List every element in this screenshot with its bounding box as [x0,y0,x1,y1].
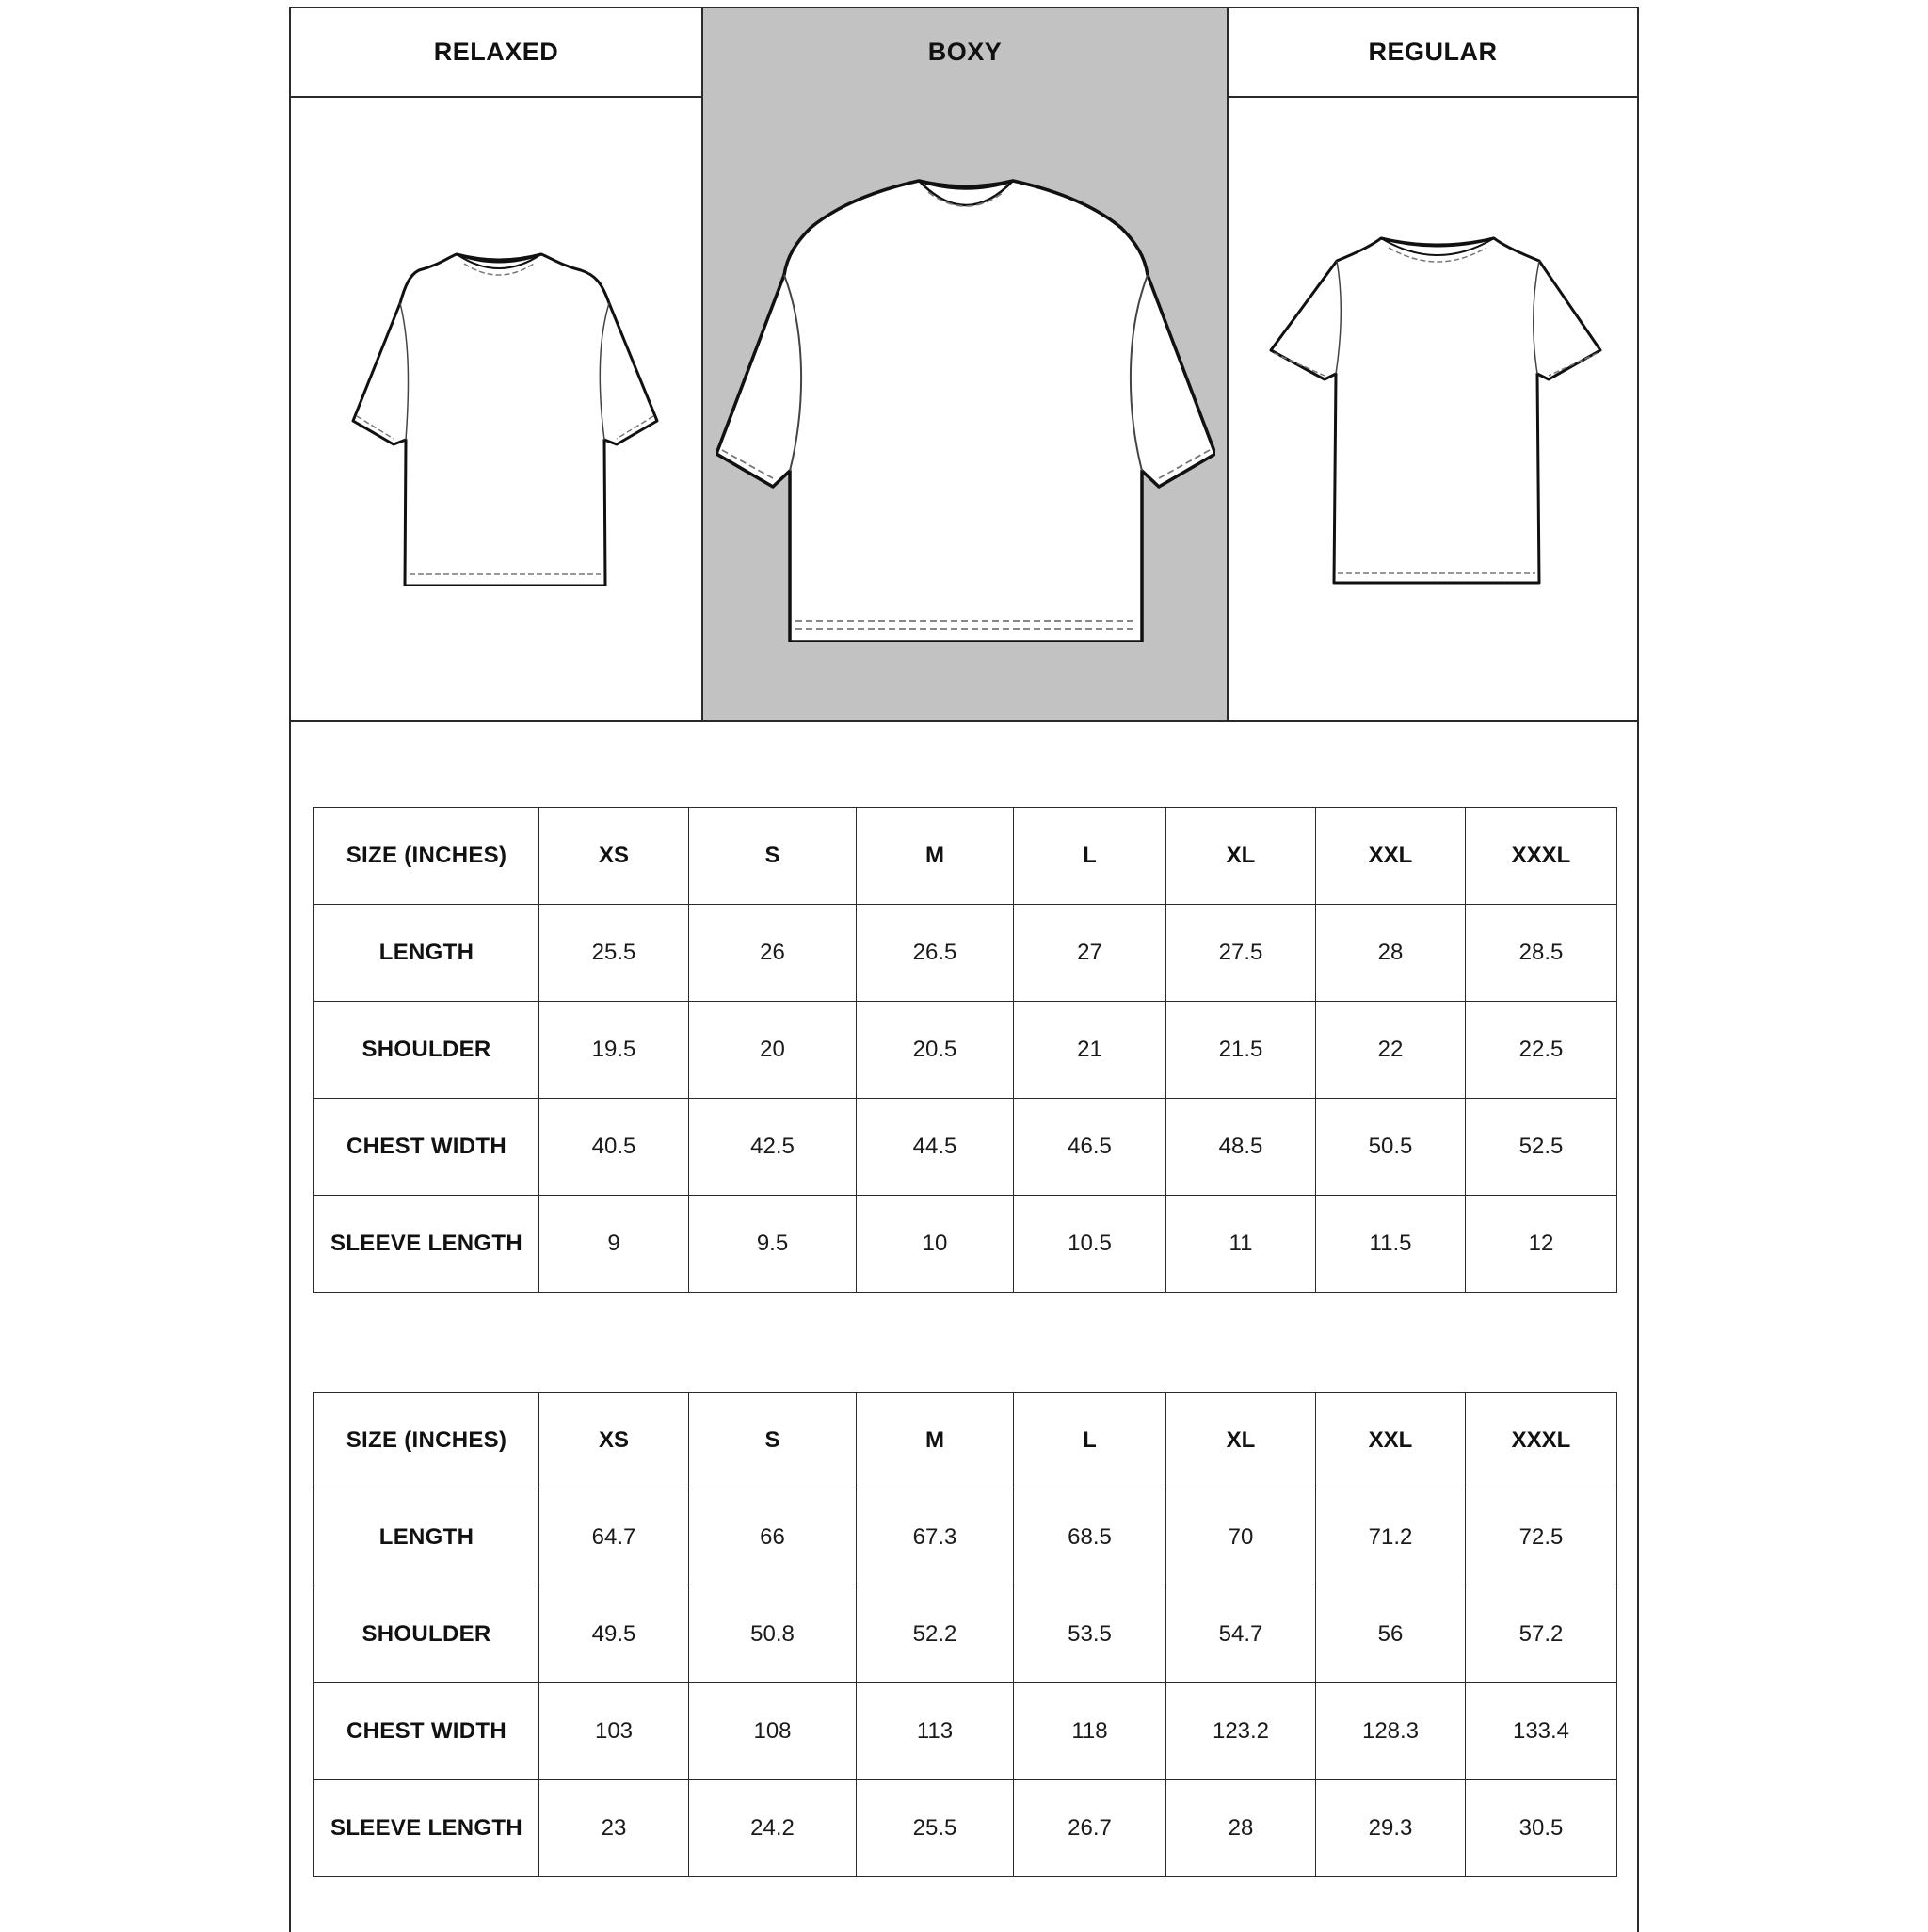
fit-header-row [291,8,1637,98]
table-cell: 68.5 [1014,1489,1166,1586]
fit-label-regular: REGULAR [1368,38,1498,66]
fit-image-cell-relaxed[interactable] [291,96,703,720]
fit-option-boxy[interactable] [703,8,1229,96]
table-cell: 30.5 [1466,1780,1617,1877]
table-cell: 133.4 [1466,1683,1617,1780]
fit-images-row [291,96,1637,722]
table-cell: 42.5 [689,1099,857,1196]
table-cell: 22 [1316,1002,1466,1099]
table-cell: 44.5 [857,1099,1014,1196]
table-cell: 28.5 [1466,905,1617,1002]
table-cell: 70 [1166,1489,1316,1586]
table-cell: 19.5 [539,1002,689,1099]
table-cell: 27.5 [1166,905,1316,1002]
boxy-tshirt-icon [716,171,1215,642]
table-cell: 56 [1316,1586,1466,1683]
table-cell: 28 [1166,1780,1316,1877]
table-cell: 123.2 [1166,1683,1316,1780]
table-row [314,905,1617,1002]
table-header-row [314,808,1617,905]
table-cell: 23 [539,1780,689,1877]
table-row [314,1683,1617,1780]
header-cell: XXXL [1466,1393,1617,1489]
header-cell: XXL [1316,808,1466,905]
table-cell: 118 [1014,1683,1166,1780]
fit-image-cell-regular[interactable] [1229,96,1637,720]
table-cell: 21.5 [1166,1002,1316,1099]
size-table-inches [313,807,1617,1293]
header-cell: L [1014,1393,1166,1489]
table-cell: 27 [1014,905,1166,1002]
row-label: SLEEVE LENGTH [314,1196,539,1293]
fit-option-regular[interactable] [1229,8,1637,96]
table-row [314,1196,1617,1293]
table-cell: 20.5 [857,1002,1014,1099]
header-cell: M [857,1393,1014,1489]
row-label: SHOULDER [314,1002,539,1099]
table-row [314,1780,1617,1877]
table-row [314,1002,1617,1099]
table-row [314,1586,1617,1683]
table-cell: 52.2 [857,1586,1014,1683]
table-row [314,1489,1617,1586]
table-cell: 29.3 [1316,1780,1466,1877]
table-cell: 71.2 [1316,1489,1466,1586]
table-cell: 24.2 [689,1780,857,1877]
row-label: CHEST WIDTH [314,1099,539,1196]
table-cell: 66 [689,1489,857,1586]
table-cell: 20 [689,1002,857,1099]
header-cell: L [1014,808,1166,905]
table-cell: 26.7 [1014,1780,1166,1877]
table-cell: 9.5 [689,1196,857,1293]
table-cell: 11 [1166,1196,1316,1293]
header-cell: XXXL [1466,808,1617,905]
header-cell: XXL [1316,1393,1466,1489]
table-cell: 128.3 [1316,1683,1466,1780]
header-cell: S [689,808,857,905]
table-cell: 46.5 [1014,1099,1166,1196]
header-cell: XL [1166,808,1316,905]
table-cell: 26 [689,905,857,1002]
table-cell: 72.5 [1466,1489,1617,1586]
table-cell: 113 [857,1683,1014,1780]
fit-label-boxy: BOXY [927,38,1003,66]
table-cell: 64.7 [539,1489,689,1586]
fit-image-cell-boxy[interactable] [703,96,1229,720]
fit-option-relaxed[interactable] [291,8,703,96]
header-cell: XL [1166,1393,1316,1489]
row-label: LENGTH [314,1489,539,1586]
table-cell: 12 [1466,1196,1617,1293]
table-cell: 10 [857,1196,1014,1293]
table-cell: 67.3 [857,1489,1014,1586]
header-cell: SIZE (INCHES) [314,808,539,905]
header-cell: XS [539,808,689,905]
row-label: CHEST WIDTH [314,1683,539,1780]
table-row [314,1099,1617,1196]
row-label: SHOULDER [314,1586,539,1683]
relaxed-tshirt-icon [315,228,683,586]
table-cell: 22.5 [1466,1002,1617,1099]
fit-label-relaxed: RELAXED [433,38,559,66]
table-cell: 25.5 [539,905,689,1002]
header-cell: SIZE (INCHES) [314,1393,539,1489]
table-cell: 49.5 [539,1586,689,1683]
table-cell: 48.5 [1166,1099,1316,1196]
table-cell: 26.5 [857,905,1014,1002]
table-cell: 11.5 [1316,1196,1466,1293]
size-table-second [313,1392,1617,1877]
table-cell: 54.7 [1166,1586,1316,1683]
header-cell: XS [539,1393,689,1489]
row-label: SLEEVE LENGTH [314,1780,539,1877]
header-cell: M [857,808,1014,905]
table-cell: 28 [1316,905,1466,1002]
size-guide-sheet [289,7,1639,1932]
table-cell: 25.5 [857,1780,1014,1877]
table-cell: 103 [539,1683,689,1780]
table-header-row [314,1393,1617,1489]
table-cell: 52.5 [1466,1099,1617,1196]
table-cell: 53.5 [1014,1586,1166,1683]
table-cell: 50.8 [689,1586,857,1683]
table-cell: 40.5 [539,1099,689,1196]
table-cell: 21 [1014,1002,1166,1099]
table-cell: 10.5 [1014,1196,1166,1293]
table-cell: 108 [689,1683,857,1780]
regular-tshirt-icon [1266,233,1605,590]
table-cell: 9 [539,1196,689,1293]
header-cell: S [689,1393,857,1489]
table-cell: 57.2 [1466,1586,1617,1683]
row-label: LENGTH [314,905,539,1002]
table-cell: 50.5 [1316,1099,1466,1196]
